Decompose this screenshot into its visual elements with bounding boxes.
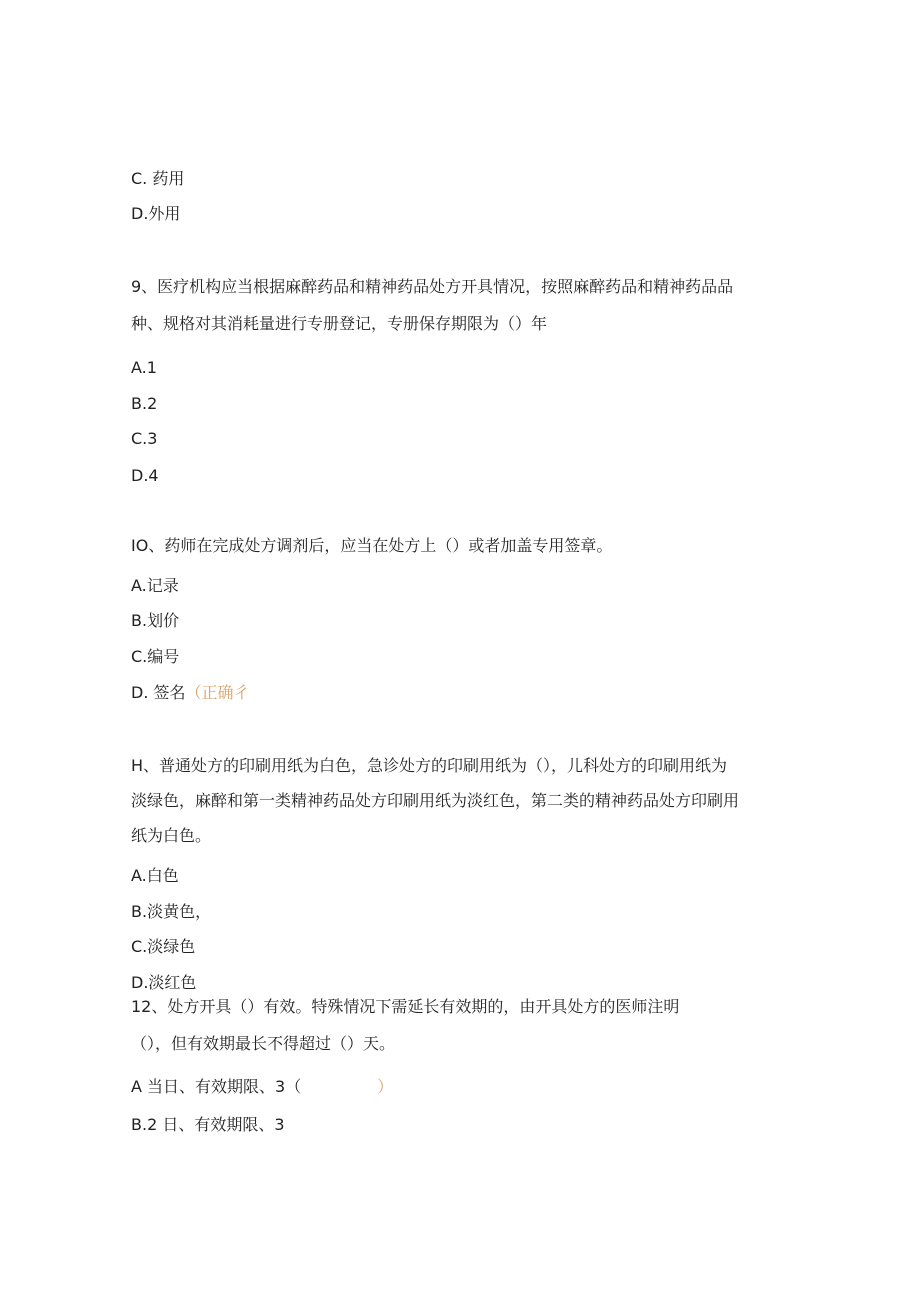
- q12-question-line1: 12、处方开具（）有效。特殊情况下需延长有效期的，由开具处方的医师注明: [131, 997, 680, 1016]
- q10-option-d: [131, 682, 250, 704]
- q9-option-a: A.1: [131, 358, 157, 377]
- q12-option-a: [131, 1076, 393, 1098]
- q9-option-d: D.4: [131, 466, 159, 485]
- q12-option-b: B.2 日、有效期限、3: [131, 1115, 285, 1134]
- q11-question-line1: H、普通处方的印刷用纸为白色，急诊处方的印刷用纸为（），儿科处方的印刷用纸为: [131, 756, 728, 775]
- q8-option-d: D.外用: [131, 204, 181, 223]
- q12-option-a-label: A 当日、有效期限、3（: [131, 1077, 302, 1096]
- q8-option-c: C. 药用: [131, 169, 185, 188]
- q10-option-a: A.记录: [131, 576, 179, 595]
- q9-question-line2: 种、规格对其消耗量进行专册登记，专册保存期限为（）年: [131, 314, 548, 333]
- q10-option-d-label: D. 签名: [131, 683, 186, 702]
- q11-option-c: C.淡绿色: [131, 937, 196, 956]
- q9-option-c: C.3: [131, 429, 158, 448]
- q10-question: IO、药师在完成处方调剂后，应当在处方上（）或者加盖专用签章。: [131, 536, 613, 555]
- q11-option-d: D.淡红色: [131, 973, 197, 992]
- q10-option-b: B.划价: [131, 611, 180, 630]
- q10-answer-note: （正确彳: [185, 683, 250, 702]
- q11-option-b: B.淡黄色，: [131, 902, 212, 921]
- q11-question-line2: 淡绿色，麻醉和第一类精神药品处方印刷用纸为淡红色，第二类的精神药品处方印刷用: [131, 791, 740, 810]
- q11-option-a: A.白色: [131, 866, 179, 885]
- q9-option-b: B.2: [131, 394, 158, 413]
- q11-question-line3: 纸为白色。: [131, 826, 212, 845]
- q9-question-line1: 9、医疗机构应当根据麻醉药品和精神药品处方开具情况，按照麻醉药品和精神药品品: [131, 277, 734, 296]
- q12-answer-note: ）: [377, 1077, 394, 1096]
- q12-question-line2: （），但有效期最长不得超过（）天。: [131, 1034, 396, 1053]
- q10-option-c: C.编号: [131, 647, 180, 666]
